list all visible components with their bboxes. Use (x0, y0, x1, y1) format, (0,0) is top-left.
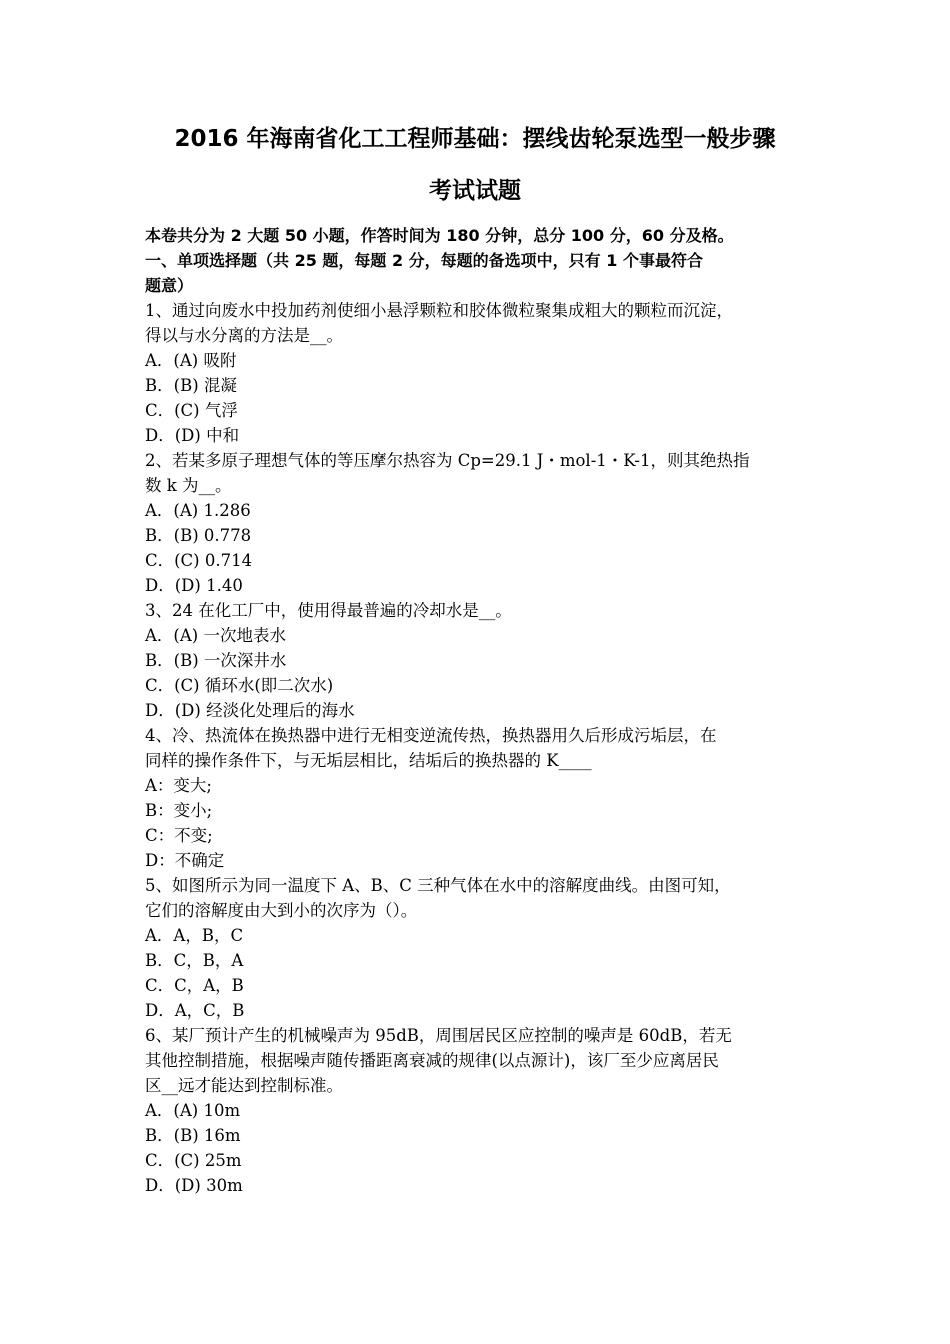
question-2 (145, 448, 815, 598)
question-stem-line: 6、某厂预计产生的机械噪声为 95dB，周围居民区应控制的噪声是 60dB，若无 (145, 1026, 732, 1045)
question-stem-line: 其他控制措施，根据噪声随传播距离衰减的规律(以点源计)，该厂至少应离居民 (145, 1051, 719, 1070)
document-title-line-2: 考试试题 (429, 178, 521, 204)
question-stem-line: 1、通过向废水中投加药剂使细小悬浮颗粒和胶体微粒聚集成粗大的颗粒而沉淀， (145, 301, 733, 320)
answer-option: B．(B) 一次深井水 (145, 651, 287, 670)
question-stem-line: 4、冷、热流体在换热器中进行无相变逆流传热，换热器用久后形成污垢层，在 (145, 726, 717, 745)
answer-option: D．(D) 中和 (145, 426, 240, 445)
section-heading-line-2: 题意） (145, 276, 194, 295)
question-list (145, 298, 815, 1198)
answer-option: B．(B) 0.778 (145, 526, 252, 545)
question-4 (145, 723, 815, 873)
exam-summary: 本卷共分为 2 大题 50 小题，作答时间为 180 分钟，总分 100 分，60 分及格。 (145, 226, 734, 245)
answer-option: C．(C) 循环水(即二次水) (145, 676, 334, 695)
answer-option: C．(C) 气浮 (145, 401, 238, 420)
question-stem-line: 5、如图所示为同一温度下 A、B、C 三种气体在水中的溶解度曲线。由图可知， (145, 876, 731, 895)
answer-option: C：不变; (145, 826, 213, 845)
question-stem-line: 同样的操作条件下，与无垢层相比，结垢后的换热器的 K____ (145, 751, 592, 770)
question-stem-line: 2、若某多原子理想气体的等压摩尔热容为 Cp=29.1 J・mol-1・K-1，则其绝热指 (145, 451, 750, 470)
answer-option: A．A，B，C (145, 926, 244, 945)
answer-option: B．(B) 16m (145, 1126, 241, 1145)
document-title-line-1: 2016 年海南省化工工程师基础：摆线齿轮泵选型一般步骤 (174, 126, 776, 152)
question-stem-line: 得以与水分离的方法是__。 (145, 326, 343, 345)
question-6 (145, 1023, 815, 1198)
answer-option: A．(A) 1.286 (145, 501, 251, 520)
answer-option: A．(A) 10m (145, 1101, 241, 1120)
answer-option: C．C，A，B (145, 976, 244, 995)
answer-option: A．(A) 吸附 (145, 351, 237, 370)
answer-option: B：变小; (145, 801, 213, 820)
question-5 (145, 873, 815, 1023)
answer-option: B．C，B，A (145, 951, 244, 970)
section-heading-line-1: 一、单项选择题（共 25 题，每题 2 分，每题的备选项中，只有 1 个事最符合 (145, 251, 703, 270)
answer-option: D．(D) 经淡化处理后的海水 (145, 701, 355, 720)
question-stem-line: 数 k 为__。 (145, 476, 232, 495)
answer-option: D：不确定 (145, 851, 225, 870)
answer-option: B．(B) 混凝 (145, 376, 237, 395)
answer-option: A．(A) 一次地表水 (145, 626, 286, 645)
answer-option: C．(C) 0.714 (145, 551, 253, 570)
answer-option: A：变大; (145, 776, 212, 795)
question-stem-line: 3、24 在化工厂中，使用得最普遍的冷却水是__。 (145, 601, 512, 620)
question-3 (145, 598, 815, 723)
answer-option: D．(D) 1.40 (145, 576, 243, 595)
question-1 (145, 298, 815, 448)
answer-option: D．A，C，B (145, 1001, 245, 1020)
question-stem-line: 区__远才能达到控制标准。 (145, 1076, 343, 1095)
question-stem-line: 它们的溶解度由大到小的次序为（）。 (145, 901, 418, 920)
document-body (145, 223, 815, 1198)
answer-option: D．(D) 30m (145, 1176, 243, 1195)
answer-option: C．(C) 25m (145, 1151, 242, 1170)
